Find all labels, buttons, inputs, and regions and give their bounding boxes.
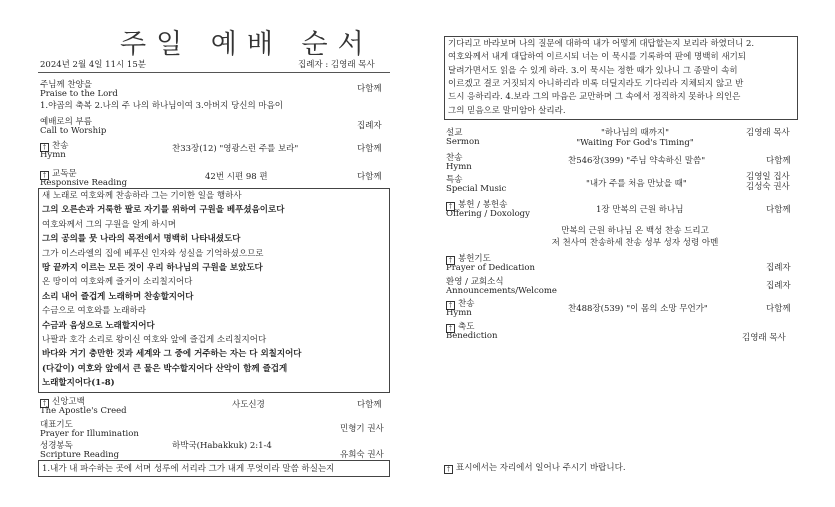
praise-song-list: 1.야곱의 축복 2.나의 주 나의 하나님이여 3.아버지 당신의 마음이 [40,101,284,111]
item-title-en: Announcements/Welcome [446,286,557,296]
item-title-en: Hymn [446,162,472,172]
item-title-ko: 대표기도 [40,420,73,430]
responsive-reading-box [38,188,390,393]
presider: 집례자 : 김영래 목사 [298,60,375,70]
item-leader: 집례자 [357,121,382,131]
item-title-ko: 설교 [446,128,463,138]
item-title-ko: † 찬송 [40,141,68,152]
scripture-text-line: 그의 믿음으로 말미암아 살리라. [448,105,566,116]
scripture-text-line: 여호와께서 내게 대답하여 이르시되 너는 이 묵시를 기록하여 판에 명백히 새기되 [448,52,746,63]
item-leader: 다함께 [357,172,382,182]
page-title: 주일 예배 순서 [120,29,374,60]
standing-mark-icon: † [40,143,49,152]
item-title-ko: 성경봉독 [40,441,73,451]
responsive-reading-line: 그의 공의를 뭇 나라의 목전에서 명백히 나타내셨도다 [42,234,241,245]
standing-mark-icon: † [446,256,455,265]
standing-mark-icon: † [40,171,49,180]
item-leader: 다함께 [357,84,382,94]
item-title-ko: 특송 [446,175,463,185]
standing-mark-icon: † [446,324,455,333]
item-title-ko: † 찬송 [446,299,474,310]
responsive-reading-line: 노래할지어다(1-8) [42,378,115,389]
item-leader: 집례자 [766,263,791,273]
item-title-en: Offering / Doxology [446,209,530,219]
item-leader: 유희숙 권사 [340,450,384,460]
responsive-reading-line: 온 땅이여 여호와께 즐거이 소리칠지어다 [42,277,193,288]
scripture-text-line: 드시 응하리라. 4.보라 그의 마음은 교만하며 그 속에서 정직하지 못하나 의인은 [448,92,741,103]
item-title-en: Call to Worship [40,126,107,136]
responsive-reading-line: 땅 끝까지 이르는 모든 것이 우리 하나님의 구원을 보았도다 [42,263,263,273]
item-title-ko: † 축도 [446,322,474,333]
scripture-box-right [444,36,798,120]
item-title-en: Praise to the Lord [40,89,118,99]
item-content: 하박국(Habakkuk) 2:1-4 [172,441,272,451]
scripture-text-line: 달려가면서도 읽을 수 있게 하라. 3.이 묵시는 정한 때가 있나니 그 종말이 속히 [448,65,738,76]
item-content: "내가 주를 처음 만났을 때" [586,179,687,189]
responsive-reading-line: 수금으로 여호와를 노래하라 [42,306,146,317]
item-title-ko: 환영 / 교회소식 [446,277,504,287]
item-leader: 다함께 [766,205,791,215]
header-divider [38,72,390,73]
item-title-en: Sermon [446,137,480,147]
scripture-text-line: 기다리고 바라보며 나의 질문에 대하여 내가 어떻게 대답할는지 보리라 하였더니 2. [448,39,755,49]
responsive-reading-line: 수금과 음성으로 노래할지어다 [42,320,155,331]
item-title-ko: 찬송 [446,153,463,163]
item-content: 찬488장(539) "이 몸의 소망 무언가" [568,304,708,314]
responsive-reading-line: (다같이) 여호와 앞에서 큰 물은 박수할지어다 산악이 함께 즐겁게 [42,363,288,374]
item-content: 1장 만복의 근원 하나님 [596,205,684,215]
doxology-line: 만복의 근원 하나님 온 백성 찬송 드리고 [561,226,709,236]
item-title-ko: † 봉헌기도 [446,254,491,265]
item-title-en: Prayer of Dedication [446,263,535,273]
responsive-reading-line: 소리 내어 즐겁게 노래하며 찬송할지어다 [42,291,194,302]
item-title-ko: † 교독문 [40,169,77,180]
item-leader: 김영래 목사 [746,128,790,138]
responsive-reading-line: 여호와께서 그의 구원을 알게 하시며 [42,219,176,230]
responsive-reading-line: 바다와 거기 충만한 것과 세계와 그 중에 거주하는 자는 다 외칠지어다 [42,349,302,360]
item-title-en: Special Music [446,184,507,194]
footnote: † 표시에서는 자리에서 일어나 주시기 바랍니다. [444,463,626,474]
item-leader: 다함께 [357,400,382,410]
responsive-reading-line: 새 노래로 여호와께 찬송하라 그는 기이한 일을 행하사 [42,191,242,201]
item-title-en: Scripture Reading [40,450,120,460]
standing-mark-icon: † [40,399,49,408]
standing-mark-icon: † [444,465,453,474]
item-title-en: Responsive Reading [40,178,128,188]
responsive-reading-line: 나팔과 호각 소리로 왕이신 여호와 앞에 즐겁게 소리칠지어다 [42,335,267,345]
item-title-ko: 예배로의 부름 [40,117,92,127]
item-leader: 집례자 [766,281,791,291]
scripture-text-line: 1.내가 내 파수하는 곳에 서며 성루에 서리라 그가 내게 무엇이라 말씀 하실는지 [42,464,335,474]
item-leader-2: 김성숙 권사 [746,182,790,192]
item-title-en: Benediction [446,331,498,341]
standing-mark-icon: † [446,202,455,211]
item-content: 찬33장(12) "영광스런 주를 보라" [172,144,299,154]
responsive-reading-line: 그가 이스라엘의 집에 베푸신 인자와 성실을 기억하셨으므로 [42,248,264,259]
item-title-ko: † 신앙고백 [40,397,85,408]
item-content: 사도신경 [232,400,265,410]
item-leader: 다함께 [766,304,791,314]
item-title-ko: 주님께 찬양을 [40,80,92,90]
item-title-ko: † 봉헌 / 봉헌송 [446,200,507,211]
item-leader: 김영일 집사 [746,172,790,182]
item-leader: 다함께 [357,144,382,154]
standing-mark-icon: † [446,301,455,310]
item-title-en: Hymn [40,150,66,160]
item-content-en: "Waiting For God's Timing" [576,138,694,148]
item-leader: 다함께 [766,156,791,166]
scripture-text-line: 이르겠고 결코 거짓되지 아니하리라 비록 더딜지라도 기다리라 지체되지 않고 반 [448,78,744,89]
responsive-reading-line: 그의 오른손과 거룩한 팔로 자기를 위하여 구원을 베푸셨음이로다 [42,205,285,216]
item-title-en: Prayer for Illumination [40,429,139,439]
item-title-en: Hymn [446,308,472,318]
item-title-en: The Apostle's Creed [40,406,127,416]
item-leader: 김영래 목사 [742,333,786,343]
doxology-line: 저 천사여 찬송하세 찬송 성부 성자 성령 아멘 [551,238,719,248]
scripture-box-left [38,460,390,477]
service-date-time: 2024년 2월 4일 11시 15분 [40,60,146,70]
item-content: "하나님의 때까지" [601,128,669,138]
item-content: 42번 시편 98 편 [205,172,268,182]
item-leader: 민형기 권사 [340,424,384,434]
item-content: 찬546장(399) "주님 약속하신 말씀" [568,156,706,166]
